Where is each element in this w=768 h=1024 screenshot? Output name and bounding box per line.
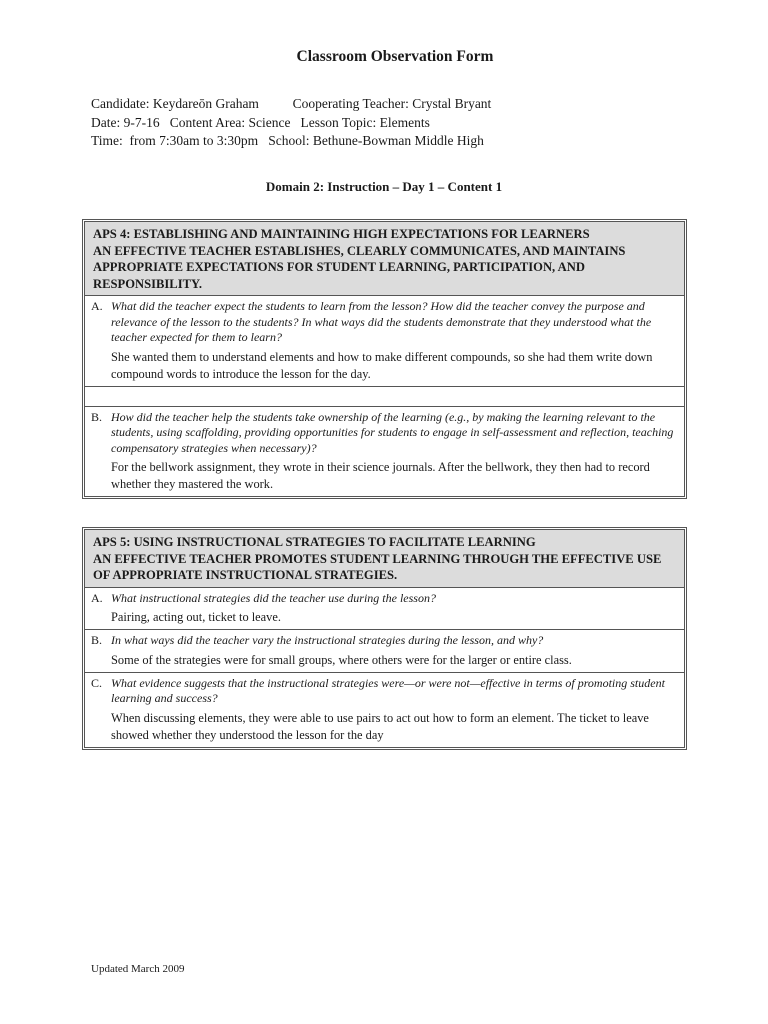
item-letter: C. [91, 675, 103, 690]
aps5-question-a [91, 591, 678, 607]
question-text: What evidence suggests that the instructional strategies were—or were not—effective in terms of promoting student learning and success? [111, 675, 665, 705]
aps4-question-a [91, 299, 678, 346]
aps4-header [85, 222, 684, 296]
aps4-item-a [85, 296, 684, 387]
aps5-description: AN EFFECTIVE TEACHER PROMOTES STUDENT LEARNING THROUGH THE EFFECTIVE USE OF APPROPRIATE INSTRUCTIONAL STRATEGIES. [93, 551, 662, 582]
candidate-line: Candidate: Keydareōn Graham Cooperating Teacher: Crystal Bryant [91, 96, 492, 111]
aps5-question-c [91, 676, 678, 707]
aps4-answer-b[interactable]: For the bellwork assignment, they wrote in their science journals. After the bellwork, they then had to record whether they mastered the work. [111, 460, 650, 491]
aps5-answer-b[interactable]: Some of the strategies were for small groups, where others were for the larger or entire class. [111, 652, 572, 667]
question-text: In what ways did the teacher vary the instructional strategies during the lesson, and why? [111, 633, 544, 647]
aps5-item-a [85, 588, 684, 631]
item-letter: A. [91, 590, 103, 605]
time-line: Time: from 7:30am to 3:30pm School: Bethune-Bowman Middle High [91, 133, 484, 148]
question-text: What did the teacher expect the students to learn from the lesson? How did the teacher convey the purpose and relevance of the lesson to the students? In what ways did the students demonstrate that they understood what the teacher expected for them to learn? [111, 299, 652, 344]
aps5-header [85, 530, 684, 588]
aps5-heading: APS 5: USING INSTRUCTIONAL STRATEGIES TO FACILITATE LEARNING [93, 535, 536, 549]
item-letter: B. [91, 409, 103, 424]
aps5-item-b [85, 630, 684, 673]
observation-info [91, 95, 491, 151]
aps5-item-c [85, 673, 684, 747]
aps4-blank-row [85, 387, 684, 407]
question-text: What instructional strategies did the teacher use during the lesson? [111, 590, 436, 605]
footer-updated: Updated March 2009 [91, 963, 185, 975]
aps4-heading: APS 4: ESTABLISHING AND MAINTAINING HIGH EXPECTATIONS FOR LEARNERS [93, 227, 590, 241]
aps5-answer-c[interactable]: When discussing elements, they were able to use pairs to act out how to form an element. The ticket to leave showed whether they understood the lesson for the day [111, 710, 649, 742]
aps4-description: AN EFFECTIVE TEACHER ESTABLISHES, CLEARLY COMMUNICATES, AND MAINTAINS APPROPRIATE EXPECTATIONS FOR STUDENT LEARNING, PARTICIPATION, AND RESPONSIBILITY. [93, 243, 626, 291]
aps5-question-b [91, 633, 678, 649]
aps4-answer-a[interactable]: She wanted them to understand elements and how to make different compounds, so she had them write down compound words to introduce the lesson for the day. [111, 349, 653, 381]
item-letter: A. [91, 299, 103, 313]
form-title: Classroom Observation Form [296, 48, 494, 65]
aps5-answer-a[interactable]: Pairing, acting out, ticket to leave. [111, 610, 281, 624]
date-line: Date: 9-7-16 Content Area: Science Lesson Topic: Elements [91, 114, 430, 130]
item-letter: B. [91, 633, 103, 647]
aps4-section [82, 219, 687, 499]
aps4-question-b [91, 410, 678, 457]
aps5-section [82, 527, 687, 750]
aps4-item-b [85, 407, 684, 497]
question-text: How did the teacher help the students take ownership of the learning (e.g., by making the learning relevant to the students, using scaffolding, providing opportunities for students to engage in self-assessment and reflection, teaching compensatory strategies when necessary)? [111, 409, 674, 455]
domain-subtitle: Domain 2: Instruction – Day 1 – Content 1 [265, 179, 503, 194]
